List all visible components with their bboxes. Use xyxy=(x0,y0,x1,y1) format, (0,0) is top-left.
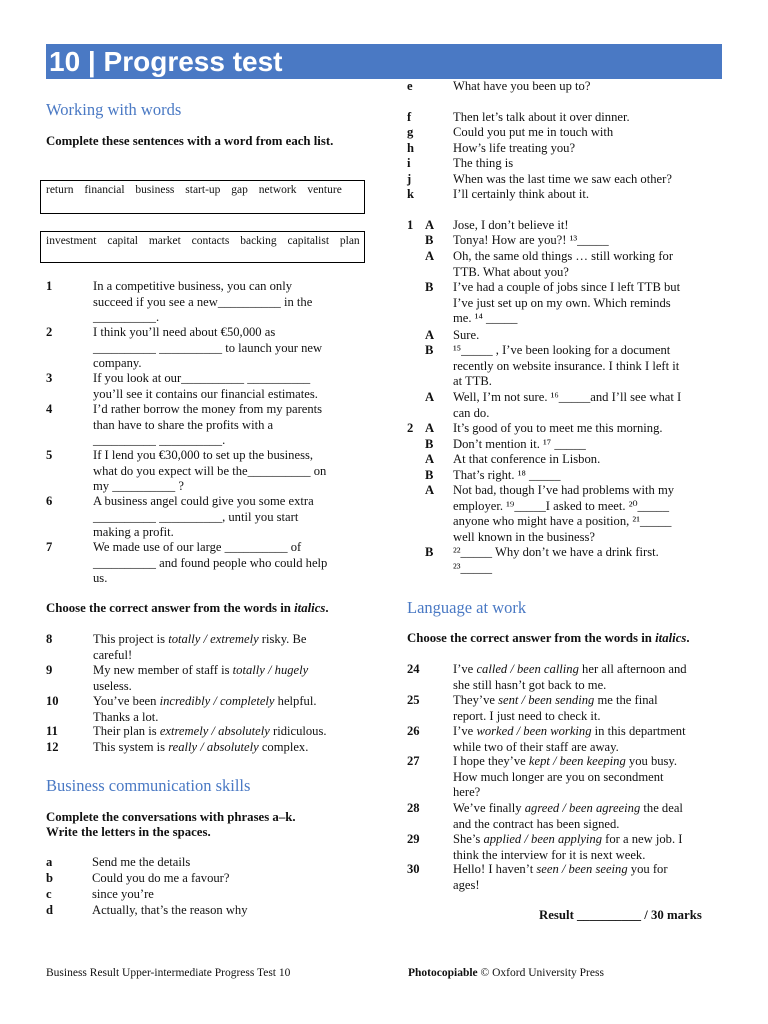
speaker-label: A xyxy=(425,421,435,435)
item-text: in this department xyxy=(591,724,686,738)
item-line: here? xyxy=(453,785,481,799)
conversation-line: recently on website insurance. I think I left it xyxy=(453,358,680,373)
conversation-line: Not bad, though I’ve had problems with my xyxy=(453,483,675,497)
phrase-letter: i xyxy=(407,156,411,170)
item-line: __________ __________, until you start xyxy=(93,509,299,524)
conversation-line: well known in the business? xyxy=(453,529,596,544)
conversation-number: 2 xyxy=(407,421,414,435)
phrase-text: When was the last time we saw each other? xyxy=(453,172,672,186)
item-number: 1 xyxy=(46,279,53,293)
phrase-letter: h xyxy=(407,141,415,155)
speaker-label: B xyxy=(425,343,434,357)
item-line xyxy=(453,724,686,740)
italic-choices: sent / been sending xyxy=(498,693,595,707)
item-number: 10 xyxy=(46,694,59,708)
item-line xyxy=(453,832,682,848)
item-line: If you look at our__________ __________ xyxy=(93,371,311,385)
speaker-label: A xyxy=(425,249,435,263)
item-number: 5 xyxy=(46,448,53,462)
phrase-text: The thing is xyxy=(453,156,514,170)
item-number: 9 xyxy=(46,663,53,677)
conversation-line: Well, I’m not sure. ¹⁶_____and I’ll see what I xyxy=(453,390,682,404)
item-line: useless. xyxy=(93,678,132,693)
item-line: Thanks a lot. xyxy=(93,709,159,724)
phrase-text: How’s life treating you? xyxy=(453,141,576,155)
item-text: You’ve been xyxy=(93,694,160,708)
item-line xyxy=(453,662,687,678)
item-line: think the interview for it is next week. xyxy=(453,847,646,862)
item-number: 27 xyxy=(407,754,420,768)
italic-choices: extremely / absolutely xyxy=(159,724,270,738)
item-line: A business angel could give you some extra xyxy=(93,494,314,508)
italic-choices: totally / extremely xyxy=(168,632,259,646)
item-line: us. xyxy=(93,571,108,585)
item-number: 4 xyxy=(46,402,53,416)
item-line: making a profit. xyxy=(93,525,174,539)
item-text: complex. xyxy=(258,740,309,754)
instruction-language-at-work: Choose the correct answer from the words in italics. xyxy=(407,631,690,645)
conversation-line: Don’t mention it. ¹⁷ _____ xyxy=(453,437,586,451)
item-line: while two of their staff are away. xyxy=(453,739,619,754)
instruction-conversations-1: Complete the conversations with phrases a–k. xyxy=(46,810,296,824)
phrase-letter: f xyxy=(407,110,412,124)
item-line: We made use of our large __________ of xyxy=(93,540,302,554)
conversation-line: TTB. What about you? xyxy=(453,264,569,279)
speaker-label: A xyxy=(425,452,435,466)
item-number: 12 xyxy=(46,740,59,754)
word-list-1: return financial business start-up gap network venture xyxy=(40,180,365,214)
item-line xyxy=(453,801,683,817)
speaker-label: A xyxy=(425,218,435,232)
item-line: and the contract has been signed. xyxy=(453,816,620,831)
item-line: If I lend you €30,000 to set up the business, xyxy=(93,448,314,462)
italic-choices: applied / been applying xyxy=(483,832,603,846)
item-line: ages! xyxy=(453,877,480,892)
item-line: my __________ ? xyxy=(93,479,184,493)
speaker-label: A xyxy=(425,390,435,404)
item-line xyxy=(93,724,327,740)
item-line: __________ and found people who could help xyxy=(93,555,328,570)
item-text: I’ve xyxy=(453,724,477,738)
item-text: you busy. xyxy=(625,754,678,768)
item-number: 3 xyxy=(46,371,53,385)
footer-left: Business Result Upper-intermediate Progress Test 10 xyxy=(46,967,291,979)
item-text: They’ve xyxy=(453,693,499,707)
item-text: This system is xyxy=(93,740,169,754)
item-number: 29 xyxy=(407,832,420,846)
item-line: How much longer are you on secondment xyxy=(453,769,664,784)
section-heading-language-at-work: Language at work xyxy=(407,598,527,617)
conversation-line: ¹⁵_____ , I’ve been looking for a document xyxy=(453,343,671,357)
speaker-label: A xyxy=(425,328,435,342)
phrase-text: Send me the details xyxy=(92,855,191,869)
item-text: We’ve finally xyxy=(453,801,525,815)
item-number: 26 xyxy=(407,724,420,738)
item-text: for a new job. I xyxy=(602,832,683,846)
item-line: succeed if you see a new__________ in the xyxy=(93,294,313,309)
phrase-letter: a xyxy=(46,855,53,869)
footer-right: Photocopiable © Oxford University Press xyxy=(408,967,604,979)
phrase-text: Actually, that’s the reason why xyxy=(92,903,248,917)
speaker-label: B xyxy=(425,437,434,451)
phrase-letter: c xyxy=(46,887,52,901)
item-line: what do you expect will be the__________ on xyxy=(93,463,327,478)
item-number: 24 xyxy=(407,662,420,676)
phrase-letter: d xyxy=(46,903,54,917)
item-line: she still hasn’t got back to me. xyxy=(453,677,607,692)
item-text: This project is xyxy=(93,632,169,646)
italic-choices: worked / been working xyxy=(476,724,592,738)
instruction-conversations-2: Write the letters in the spaces. xyxy=(46,825,211,839)
conversation-line: Tonya! How are you?! ¹³_____ xyxy=(453,233,609,247)
conversation-line: Sure. xyxy=(453,328,480,342)
word-list-2: investment capital market contacts backing capitalist plan xyxy=(40,231,365,263)
conversation-line: Oh, the same old things … still working for xyxy=(453,249,674,263)
item-line xyxy=(93,740,308,756)
section-heading-working-with-words: Working with words xyxy=(46,100,182,119)
conversation-line: I’ve just set up on my own. Which reminds xyxy=(453,295,671,310)
conversation-number: 1 xyxy=(407,218,414,232)
item-line: you’ll see it contains our financial estimates. xyxy=(93,386,318,401)
conversation-line: employer. ¹⁹_____I asked to meet. ²⁰_____ xyxy=(453,498,669,513)
item-text: Their plan is xyxy=(93,724,160,738)
italic-choices: kept / been keeping xyxy=(528,754,626,768)
italic-choices: totally / hugely xyxy=(232,663,309,677)
phrase-letter: e xyxy=(407,79,413,93)
item-line xyxy=(453,754,677,770)
italic-choices: incredibly / completely xyxy=(159,694,275,708)
item-number: 28 xyxy=(407,801,420,815)
item-line: careful! xyxy=(93,647,133,662)
phrase-letter: j xyxy=(407,172,412,186)
item-line: __________. xyxy=(93,310,160,324)
item-line: I think you’ll need about €50,000 as xyxy=(93,325,276,339)
item-number: 11 xyxy=(46,724,58,738)
item-text: Hello! I haven’t xyxy=(453,862,537,876)
conversation-line: at TTB. xyxy=(453,374,492,388)
item-number: 7 xyxy=(46,540,53,554)
item-line: than have to share the profits with a xyxy=(93,417,274,432)
phrase-text: Could you do me a favour? xyxy=(92,871,230,885)
phrase-text: I’ll certainly think about it. xyxy=(453,187,590,201)
conversation-line: ²²_____ Why don’t we have a drink first. xyxy=(453,545,659,559)
item-line: report. I just need to check it. xyxy=(453,708,601,723)
item-line: I’d rather borrow the money from my parents xyxy=(93,402,323,416)
conversation-line: It’s good of you to meet me this morning. xyxy=(453,421,663,435)
instruction-complete: Complete these sentences with a word from each list. xyxy=(46,134,334,148)
speaker-label: B xyxy=(425,280,434,294)
phrase-text: Then let’s talk about it over dinner. xyxy=(453,110,630,124)
conversation-line: I’ve had a couple of jobs since I left TTB but xyxy=(453,280,681,294)
phrase-text: since you’re xyxy=(92,887,154,901)
item-line xyxy=(453,693,658,709)
item-number: 6 xyxy=(46,494,53,508)
item-line: company. xyxy=(93,356,142,370)
italic-choices: called / been calling xyxy=(476,662,579,676)
item-text: helpful. xyxy=(274,694,317,708)
item-text: the deal xyxy=(640,801,683,815)
page-title: 10 | Progress test xyxy=(49,46,283,77)
conversation-line: Jose, I don’t believe it! xyxy=(453,218,569,232)
italic-choices: seen / been seeing xyxy=(536,862,628,876)
item-text: ridiculous. xyxy=(269,724,327,738)
phrase-text: What have you been up to? xyxy=(453,79,591,93)
item-text: risky. Be xyxy=(258,632,307,646)
item-number: 30 xyxy=(407,862,420,876)
item-line: __________ __________. xyxy=(93,433,226,447)
instruction-italics: Choose the correct answer from the words in italics. xyxy=(46,601,329,615)
speaker-label: B xyxy=(425,468,434,482)
item-line xyxy=(453,862,668,878)
speaker-label: B xyxy=(425,545,434,559)
item-number: 25 xyxy=(407,693,420,707)
conversation-line: can do. xyxy=(453,405,490,420)
section-heading-business-communication: Business communication skills xyxy=(46,776,251,795)
item-text: I’ve xyxy=(453,662,477,676)
item-number: 2 xyxy=(46,325,53,339)
italic-choices: agreed / been agreeing xyxy=(524,801,641,815)
phrase-letter: b xyxy=(46,871,54,885)
phrase-letter: g xyxy=(407,125,414,139)
conversation-line: anyone who might have a position, ²¹_____ xyxy=(453,514,672,528)
result-line: Result __________ / 30 marks xyxy=(539,908,702,922)
item-text: you for xyxy=(627,862,668,876)
phrase-text: Could you put me in touch with xyxy=(453,125,614,139)
item-text: She’s xyxy=(453,832,484,846)
italic-choices: really / absolutely xyxy=(168,740,259,754)
conversation-line: At that conference in Lisbon. xyxy=(453,452,601,466)
title-banner xyxy=(46,44,722,79)
phrase-letter: k xyxy=(407,187,415,201)
item-line xyxy=(93,663,308,679)
item-text: My new member of staff is xyxy=(93,663,233,677)
conversation-line: That’s right. ¹⁸ _____ xyxy=(453,468,561,482)
conversation-line: me. ¹⁴ _____ xyxy=(453,311,518,325)
item-line xyxy=(93,632,306,648)
item-line: __________ __________ to launch your new xyxy=(93,340,323,355)
item-text: me the final xyxy=(594,693,658,707)
conversation-line: ²³_____ xyxy=(453,560,493,575)
speaker-label: A xyxy=(425,483,435,497)
item-number: 8 xyxy=(46,632,53,646)
item-text: I hope they’ve xyxy=(453,754,529,768)
item-line xyxy=(93,694,317,710)
item-line: In a competitive business, you can only xyxy=(93,279,293,293)
speaker-label: B xyxy=(425,233,434,247)
item-text: her all afternoon and xyxy=(578,662,687,676)
